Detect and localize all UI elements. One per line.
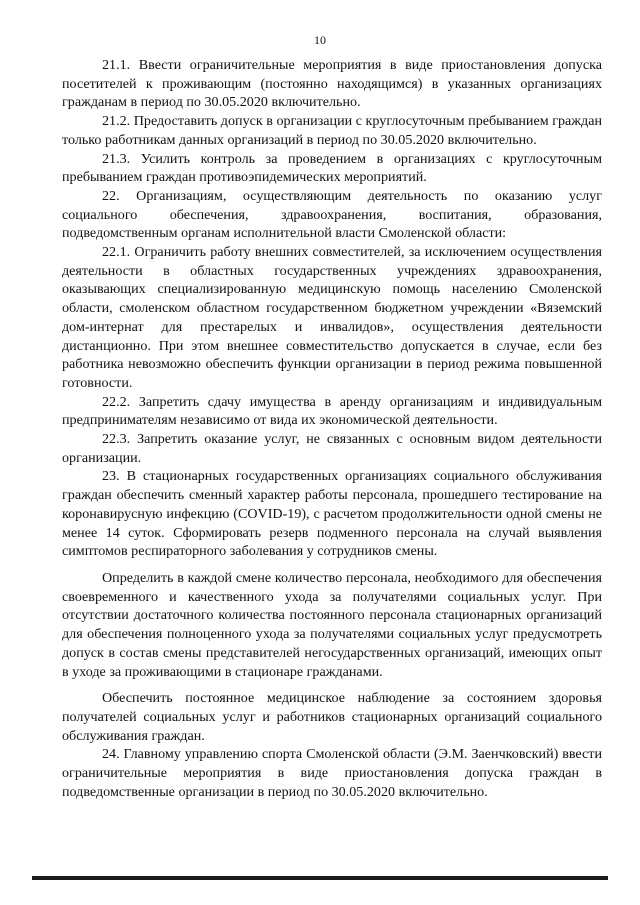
paragraph-21-1: 21.1. Ввести ограничительные мероприятия в виде приостановления допуска посетителей к проживающим (постоянно находящимся) в указанных организациях гражданам в период по 30.05.2020 включительно. — [62, 57, 602, 111]
paragraph-22-2: 22.2. Запретить сдачу имущества в аренду организациям и индивидуальным предпринимателям независимо от вида их экономической деятельности. — [62, 393, 602, 429]
paragraph-22: 22. Организациям, осуществляющим деятельность по оказанию услуг социального обеспечения, здравоохранения, воспитания, образования, подведомственным органам исполнительной власти Смоленской области: — [62, 187, 602, 242]
paragraph-22-1: 22.1. Ограничить работу внешних совместителей, за исключением осуществления деятельности в областных государственных учреждениях здравоохранения, оказывающих специализированную медицинскую помощь населению Смоленской области, смоленском областном государственном бюджетном учреждении «Вяземский дом-интернат для престарелых и инвалидов», осуществления деятельности дистанционно. При этом внешнее совместительство допускается в случае, если без работника невозможно обеспечить функции организации в период режима повышенной готовности. — [62, 244, 602, 391]
paragraph-21-2: 21.2. Предоставить допуск в организации с круглосуточным пребыванием граждан только работникам данных организаций в период по 30.05.2020 включительно. — [62, 113, 602, 148]
paragraph-24: 24. Главному управлению спорта Смоленской области (Э.М. Заенчковский) ввести ограничительные мероприятия в виде приостановления допуска граждан в подведомственные организации в период по 30.05.2020 включительно. — [62, 746, 602, 800]
paragraph-23-monitoring: Обеспечить постоянное медицинское наблюдение за состоянием здоровья получателей социальных услуг и работников стационарных организаций социального обслуживания граждан. — [62, 690, 602, 744]
paragraph-23-staffing: Определить в каждой смене количество персонала, необходимого для обеспечения своевременного и качественного ухода за получателями социальных услуг. При отсутствии достаточного количества постоянного персонала стационарных организаций для обеспечения полноценного ухода за получателями социальных услуг предусмотреть допуск в состав смены представителей негосударственных организаций, имеющих опыт в уходе за проживающими в стационаре гражданами. — [62, 569, 602, 680]
paragraph-21-3: 21.3. Усилить контроль за проведением в организациях с круглосуточным пребыванием граждан противоэпидемических мероприятий. — [62, 150, 602, 186]
page-number: 10 — [314, 33, 326, 47]
document-body — [62, 56, 602, 801]
paragraph-23: 23. В стационарных государственных организациях социального обслуживания граждан обеспечить сменный характер работы персонала, прошедшего тестирование на коронавирусную инфекцию (COVID-19), с расчетом продолжительности одной смены не менее 14 суток. Сформировать резерв подменного персонала на случай выявления симптомов респираторного заболевания у сотрудников смены. — [62, 468, 602, 560]
paragraph-22-3: 22.3. Запретить оказание услуг, не связанных с основным видом деятельности организации. — [62, 431, 602, 466]
bottom-rule — [32, 876, 608, 880]
